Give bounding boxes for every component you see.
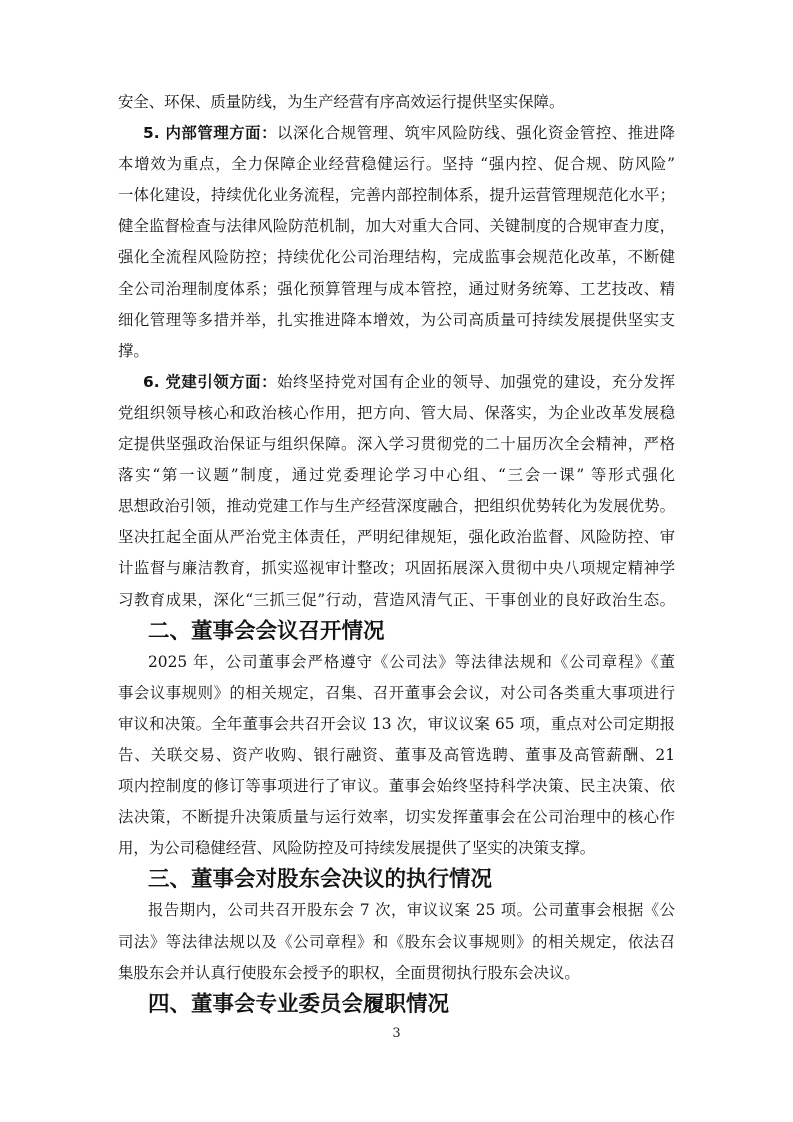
text-line [118, 647, 675, 678]
text-line [118, 833, 675, 864]
text-line [118, 429, 675, 460]
document-content [118, 87, 675, 1020]
bold-text-segment: 二、董事会会议召开情况 [148, 618, 385, 644]
text-line [118, 522, 675, 553]
bold-text-segment: 5. 内部管理方面： [143, 124, 278, 143]
text-line [118, 87, 675, 118]
text-line [118, 274, 675, 305]
text-line [118, 211, 675, 242]
text-segment: 强化全流程风险防控；持续优化公司治理结构，完成监事会规范化改革，不断健 [118, 248, 675, 267]
text-line [118, 709, 675, 740]
text-segment: 安全、环保、质量防线，为生产经营有序高效运行提供坚实保障。 [118, 93, 565, 111]
text-line [118, 585, 675, 616]
section-heading [118, 616, 675, 647]
text-segment: 用，为公司稳健经营、风险防控及可持续发展提供了坚实的决策支撑。 [118, 839, 596, 858]
text-line [118, 180, 675, 211]
text-segment: 党组织领导核心和政治核心作用，把方向、管大局、保落实，为企业改革发展稳 [118, 403, 675, 422]
text-line [118, 336, 675, 367]
text-line [118, 460, 675, 491]
text-line [118, 553, 675, 584]
text-line [118, 491, 675, 522]
text-segment: 法决策，不断提升决策质量与运行效率，切实发挥董事会在公司治理中的核心作 [118, 808, 675, 827]
text-segment: 以深化合规管理、筑牢风险防线、强化资金管控、推进降 [277, 124, 675, 143]
text-segment: 思想政治引领，推动党建工作与生产经营深度融合，把组织优势转化为发展优势。 [118, 497, 675, 516]
text-line [118, 305, 675, 336]
text-line [118, 367, 675, 398]
text-segment: 健全监督检查与法律风险防范机制，加大对重大合同、关键制度的合规审查力度， [118, 217, 675, 236]
text-line [118, 958, 675, 989]
text-segment: 计监督与廉洁教育，抓实巡视审计整改；巩固拓展深入贯彻中央八项规定精神学 [118, 559, 675, 578]
text-segment: 撑。 [118, 341, 149, 360]
text-segment: 全公司治理制度体系；强化预算管理与成本管控，通过财务统筹、工艺技改、精 [118, 279, 675, 298]
text-segment: 落实“第一议题”制度，通过党委理论学习中心组、“三会一课” 等形式强化 [118, 466, 675, 485]
text-line [118, 740, 675, 771]
text-segment: 本增效为重点，全力保障企业经营稳健运行。坚持 “强内控、促合规、防风险” [118, 155, 675, 174]
text-line [118, 771, 675, 802]
text-line [118, 242, 675, 273]
text-line [118, 118, 675, 149]
text-segment: 审议和决策。全年董事会共召开会议 13 次，审议议案 65 项，重点对公司定期报 [118, 714, 675, 733]
bold-text-segment: 6. 党建引领方面： [143, 372, 278, 391]
text-segment: 报告期内，公司共召开股东会 7 次，审议议案 25 项。公司董事会根据《公 [148, 901, 675, 920]
text-segment: 2025 年，公司董事会严格遵守《公司法》等法律法规和《公司章程》《董 [148, 652, 675, 671]
text-segment: 定提供坚强政治保证与组织保障。深入学习贯彻党的二十届历次全会精神，严格 [118, 435, 675, 454]
text-line [118, 895, 675, 926]
text-segment: 细化管理等多措并举，扎实推进降本增效，为公司高质量可持续发展提供坚实支 [118, 310, 675, 329]
text-segment: 项内控制度的修订等事项进行了审议。董事会始终坚持科学决策、民主决策、依 [118, 777, 675, 796]
page-number: 3 [392, 1026, 401, 1041]
text-segment: 习教育成果，深化“三抓三促”行动，营造风清气正、干事创业的良好政治生态。 [118, 590, 675, 609]
text-segment: 司法》等法律法规以及《公司章程》和《股东会议事规则》的相关规定，依法召 [118, 932, 675, 951]
bold-text-segment: 三、董事会对股东会决议的执行情况 [148, 867, 493, 893]
text-segment: 坚决扛起全面从严治党主体责任，严明纪律规矩，强化政治监督、风险防控、审 [118, 528, 675, 547]
section-heading [118, 864, 675, 895]
text-segment: 一体化建设，持续优化业务流程，完善内部控制体系，提升运营管理规范化水平； [118, 186, 675, 205]
text-line [118, 149, 675, 180]
text-line [118, 678, 675, 709]
text-segment: 始终坚持党对国有企业的领导、加强党的建设，充分发挥 [277, 372, 675, 391]
section-heading [118, 989, 675, 1020]
text-segment: 告、关联交易、资产收购、银行融资、董事及高管选聘、董事及高管薪酬、21 [118, 745, 675, 764]
text-segment: 事会议事规则》的相关规定，召集、召开董事会会议，对公司各类重大事项进行 [118, 683, 675, 702]
text-line [118, 398, 675, 429]
text-line [118, 927, 675, 958]
bold-text-segment: 四、董事会专业委员会履职情况 [148, 991, 450, 1017]
text-line [118, 802, 675, 833]
text-segment: 集股东会并认真行使股东会授予的职权，全面贯彻执行股东会决议。 [118, 963, 580, 982]
